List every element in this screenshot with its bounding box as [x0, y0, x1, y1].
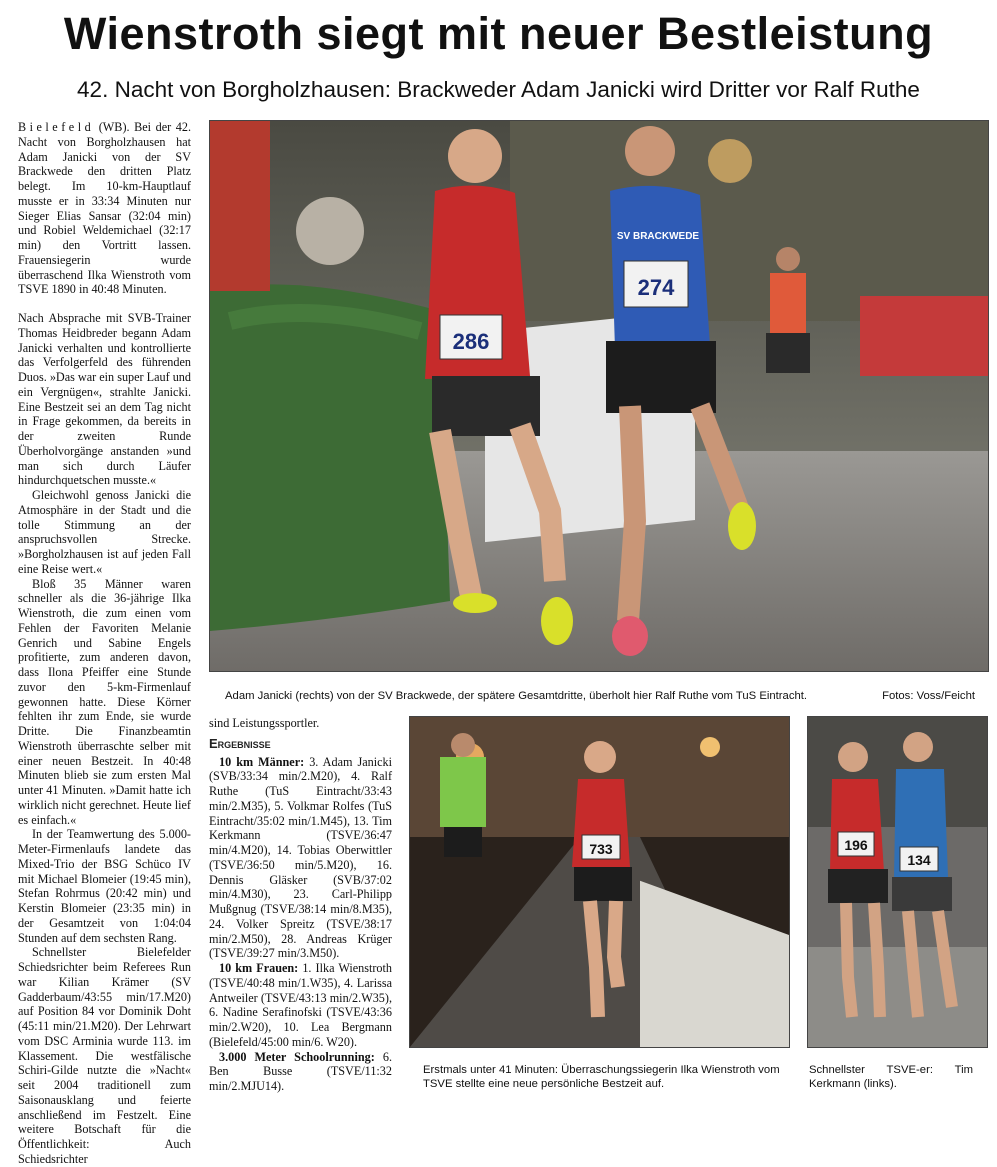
third-photo-caption: Schnellster TSVE-er: Tim Kerkmann (links). [809, 1064, 973, 1090]
article-column-2 [209, 716, 392, 1094]
headline: Wienstroth siegt mit neuer Bestleistung [63, 8, 934, 59]
bib-196: 196 [844, 837, 868, 853]
dateline: Bielefeld [18, 120, 95, 134]
results-women-label: 10 km Frauen: [219, 961, 299, 975]
main-caption-text: Adam Janicki (rechts) von der SV Brackwede, der spätere Gesamtdritte, überholt hier Ralf Ruthe vom TuS Eintracht. [225, 690, 808, 702]
article-continuation: sind Leistungssportler. [209, 716, 320, 730]
article-paragraph-1: Nach Absprache mit SVB-Trainer Thomas Heidbreder begann Adam Janicki verhalten und kontrollierte das Verfolgerfeld des führenden Duos. »Das war ein super Lauf und ein Vergnügen«, strahlte Janicki. Eine Bestzeit sei an dem Tag nicht in Frage gekommen, da bereits in der zweiten Runde Überholvorgänge anstanden »und man sich durch Läufer hindurchquetschen musste.« [18, 311, 191, 488]
results-men [209, 755, 392, 962]
article-paragraph-5: Schnellster Bielefelder Schiedsrichter beim Referees Run war Kilian Krämer (SV Gadderbaum/43:55 min/17.M20) auf Position 84 vor Dominik Doht (45:11 min/21.M20). Der Lehrwart vom DSC Arminia wurde 113. im Klassement. Die westfälische Schiri-Gilde nutzte die »Nacht« seit 2004 traditionell zum Saisonausklang und feierte anschließend im Festzelt. Eine weitere Botschaft für die Öffentlichkeit: Auch Schiedsrichter [18, 945, 191, 1166]
photo-credit: Fotos: Voss/Feicht [882, 690, 975, 702]
bib-274: 274 [637, 275, 675, 300]
results-men-text: 3. Adam Janicki (SVB/33:34 min/2.M20), 4. Ralf Ruthe (TuS Eintracht/33:43 min/2.M35), 5. Volkmar Rolfes (TuS Eintracht/35:02 min/1.M45), 13. Tim Kerkmann (TSVE/36:47 min/4.M20), 14. Tobias Oberwittler (TSVE/36:50 min/5.M20), 16. Dennis Gläsker (SVB/37:02 min/4.M30), 23. Carl-Philipp Mußgnug (TSVE/38:14 min/8.M35), 24. Volker Spreitz (TSVE/38:17 min/2.M50), 28. Andreas Krüger (TSVE/39:27 min/3.M50). [209, 754, 393, 961]
second-photo-caption: Erstmals unter 41 Minuten: Überraschungssiegerin Ilka Wienstroth vom TSVE stellte eine neue persönliche Bestzeit auf. [423, 1064, 780, 1090]
article-intro [18, 120, 191, 297]
article-paragraph-3: Bloß 35 Männer waren schneller als die 36-jährige Ilka Wienstroth, die zum einen vom Fehlen der Favoriten Melanie Genrich und Sabine Engels profitierte, zum anderen davon, dass Ilona Pfeiffer eine Stunde zuvor den 5-km-Firmenlauf gewonnen hatte. Diese Körner fehlten ihr zum Ende, sie wurde Dritte. Die Finanzbeamtin Wienstroth überraschte selber mit einer neuen Bestzeit. In 40:48 Minuten blieb sie zum ersten Mal unter 41 Minuten. »Damit hatte ich wirklich nicht gerechnet. Heute lief es einfach.« [18, 576, 191, 827]
second-photo [409, 716, 790, 1048]
article-paragraph-2: Gleichwohl genoss Janicki die Atmosphäre in der Stadt und die tolle Stimmung an der anspruchsvollen Strecke. »Borgholzhausen ist auf jeden Fall eine Reise wert.« [18, 488, 191, 576]
third-photo [807, 716, 988, 1048]
bib-286: 286 [452, 329, 490, 354]
results-women-text: 1. Ilka Wienstroth (TSVE/40:48 min/1.W35), 4. Larissa Antweiler (TSVE/43:13 min/2.W35), 6. Nadine Serafinofski (TSVE/43:36 min/2.W20), 10. Lea Bergmann (Bielefeld/45:00 min/6. W20). [209, 961, 392, 1049]
article-paragraph-4: In der Teamwertung des 5.000-Meter-Firmenlaufs landete das Mixed-Trio der BSG Schüco IV mit Michael Blomeier (19:45 min), Stefan Rohrmus (20:42 min) und Kerstin Blomeier (23:35 min) in der Gesamtzeit von 1:04:04 Stunden auf dem sechsten Rang. [18, 827, 191, 945]
club-label: SV BRACKWEDE [616, 231, 700, 242]
results-women [209, 961, 392, 1050]
results-men-label: 10 km Männer: [219, 754, 305, 769]
results-school [209, 1050, 392, 1094]
main-photo-caption [225, 689, 975, 703]
results-school-text: 6. Ben Busse (TSVE/11:32 min/2.MJU14). [209, 1049, 393, 1093]
bib-134: 134 [907, 852, 931, 868]
main-photo [209, 120, 989, 672]
intro-text: (WB). Bei der 42. Nacht von Borgholzhausen hat Adam Janicki von der SV Brackwede den dritten Platz belegt. Im 10-km-Hauptlauf musste er in 33:34 Minuten nur Sieger Elias Sansar (32:04 min) und Robiel Weldemichael (32:17 min) den Vortritt lassen. Frauensiegerin wurde überraschend Ilka Wienstroth vom TSVE 1890 in 40:48 Minuten. [18, 120, 191, 297]
bib-733: 733 [589, 841, 613, 857]
results-school-label: 3.000 Meter Schoolrunning: [219, 1049, 375, 1064]
results-heading: Ergebnisse [209, 735, 271, 751]
subheadline: 42. Nacht von Borgholzhausen: Brackweder Adam Janicki wird Dritter vor Ralf Ruthe [77, 77, 920, 102]
article-column-1 [18, 120, 191, 1167]
